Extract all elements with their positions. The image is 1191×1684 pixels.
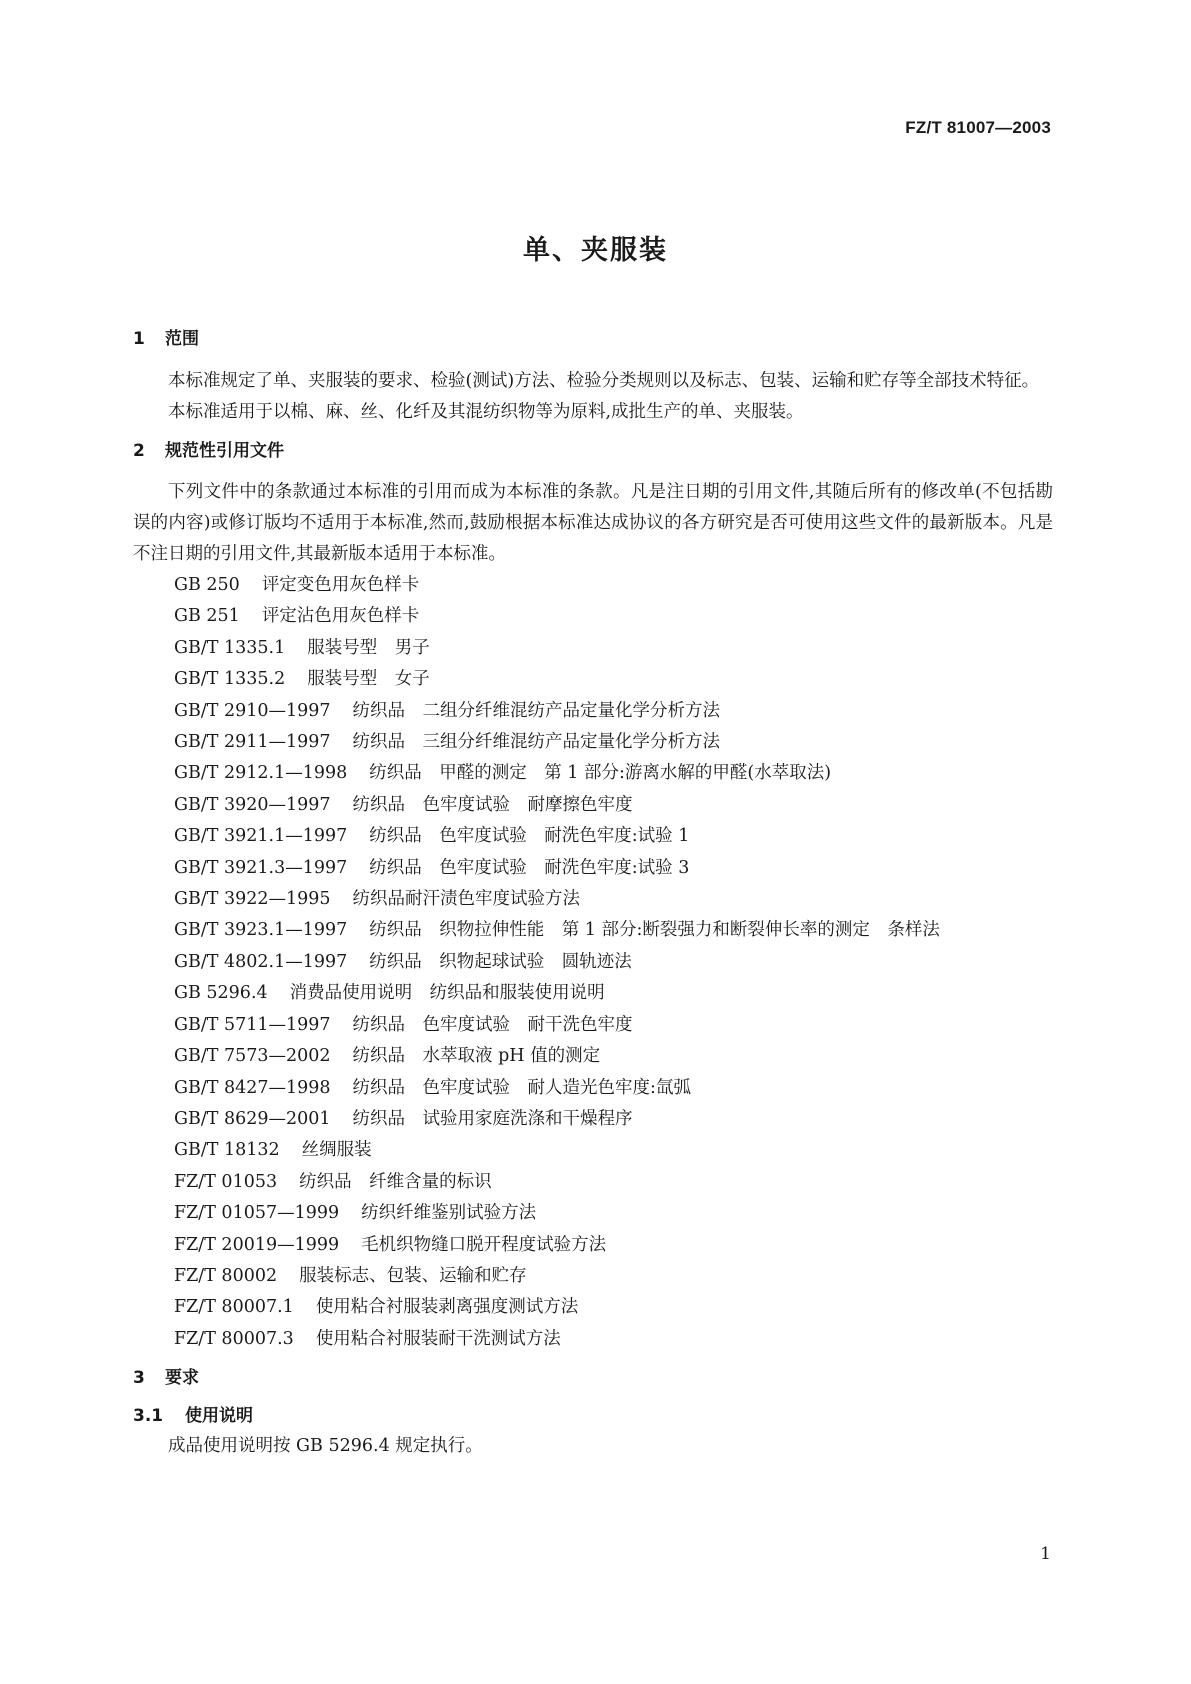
scope-paragraph: 本标准规定了单、夹服装的要求、检验(测试)方法、检验分类规则以及标志、包装、运输和贮存等全部技术特征。 xyxy=(168,371,1040,391)
reference-item xyxy=(133,947,1053,978)
reference-code: GB 5296.4 xyxy=(174,983,268,1004)
scope-paragraph: 本标准适用于以棉、麻、丝、化纤及其混纺织物等为原料,成批生产的单、夹服装。 xyxy=(168,402,804,422)
section-heading-requirements xyxy=(133,1367,1053,1389)
reference-item xyxy=(133,978,1053,1009)
reference-item xyxy=(133,664,1053,695)
reference-title: 纺织品 色牢度试验 耐干洗色牢度 xyxy=(352,1014,633,1035)
document-body xyxy=(133,328,1053,1462)
reference-title: 丝绸服装 xyxy=(301,1140,372,1161)
reference-list xyxy=(133,570,1053,1355)
reference-code: GB/T 2910—1997 xyxy=(174,700,331,721)
section-number: 2 xyxy=(133,441,145,461)
reference-item xyxy=(133,853,1053,884)
reference-item xyxy=(133,727,1053,758)
reference-code: FZ/T 80007.1 xyxy=(174,1297,294,1318)
reference-title: 服装号型 男子 xyxy=(307,637,430,658)
reference-code: GB 250 xyxy=(174,575,240,595)
reference-code: FZ/T 20019—1999 xyxy=(174,1234,340,1255)
reference-item xyxy=(133,1261,1053,1292)
reference-item xyxy=(133,1198,1053,1229)
section-heading-normative-references xyxy=(133,440,1053,462)
reference-code: GB/T 7573—2002 xyxy=(174,1046,331,1067)
section-title: 规范性引用文件 xyxy=(165,441,284,461)
section-heading-scope xyxy=(133,328,1053,350)
reference-title: 纺织品 纤维含量的标识 xyxy=(299,1171,492,1192)
subsection-heading-instructions xyxy=(133,1405,1053,1427)
reference-code: FZ/T 01053 xyxy=(174,1171,278,1192)
reference-item xyxy=(133,821,1053,852)
reference-item xyxy=(133,790,1053,821)
reference-code: FZ/T 80007.3 xyxy=(174,1328,294,1349)
reference-code: GB/T 2911—1997 xyxy=(174,732,331,753)
reference-title: 纺织品 色牢度试验 耐洗色牢度:试验 1 xyxy=(369,826,690,847)
reference-title: 消费品使用说明 纺织品和服装使用说明 xyxy=(289,983,605,1004)
reference-title: 纺织品 甲醛的测定 第 1 部分:游离水解的甲醛(水萃取法) xyxy=(369,763,832,784)
reference-title: 纺织品 试验用家庭洗涤和干燥程序 xyxy=(352,1108,633,1129)
reference-code: GB/T 4802.1—1997 xyxy=(174,951,348,972)
reference-title: 使用粘合衬服装剥离强度测试方法 xyxy=(315,1297,579,1318)
reference-item xyxy=(133,1324,1053,1355)
standard-code: FZ/T 81007—2003 xyxy=(905,118,1051,137)
reference-code: FZ/T 01057—1999 xyxy=(174,1203,340,1224)
reference-item xyxy=(133,1292,1053,1323)
reference-item xyxy=(133,1073,1053,1104)
reference-code: GB/T 8629—2001 xyxy=(174,1108,331,1129)
reference-code: GB 251 xyxy=(174,606,240,627)
reference-item xyxy=(133,1104,1053,1135)
reference-title: 纺织纤维鉴别试验方法 xyxy=(361,1203,537,1224)
reference-code: GB/T 1335.2 xyxy=(174,669,286,690)
section-title: 范围 xyxy=(165,329,199,349)
reference-title: 纺织品 色牢度试验 耐摩擦色牢度 xyxy=(352,794,633,815)
reference-title: 纺织品耐汗渍色牢度试验方法 xyxy=(352,889,581,910)
subsection-title: 使用说明 xyxy=(185,1406,253,1427)
reference-title: 纺织品 三组分纤维混纺产品定量化学分析方法 xyxy=(352,732,721,753)
section-number: 1 xyxy=(133,329,145,349)
reference-item xyxy=(133,696,1053,727)
reference-title: 评定沾色用灰色样卡 xyxy=(261,606,420,627)
reference-code: GB/T 5711—1997 xyxy=(174,1014,331,1035)
reference-code: GB/T 1335.1 xyxy=(174,637,286,658)
reference-code: GB/T 18132 xyxy=(174,1140,280,1161)
reference-code: GB/T 3923.1—1997 xyxy=(174,920,348,941)
reference-item xyxy=(133,1041,1053,1072)
reference-title: 服装号型 女子 xyxy=(307,669,430,690)
reference-title: 毛机织物缝口脱开程度试验方法 xyxy=(361,1234,607,1255)
reference-title: 纺织品 织物起球试验 圆轨迹法 xyxy=(369,951,632,972)
reference-title: 纺织品 水萃取液 pH 值的测定 xyxy=(352,1046,601,1067)
reference-item xyxy=(133,915,1053,946)
reference-title: 纺织品 色牢度试验 耐人造光色牢度:氙弧 xyxy=(352,1077,691,1098)
reference-item xyxy=(133,1230,1053,1261)
reference-title: 纺织品 色牢度试验 耐洗色牢度:试验 3 xyxy=(369,857,690,878)
reference-item xyxy=(133,884,1053,915)
reference-code: GB/T 3921.1—1997 xyxy=(174,826,348,847)
reference-item xyxy=(133,1167,1053,1198)
reference-title: 使用粘合衬服装耐干洗测试方法 xyxy=(315,1328,561,1349)
reference-item xyxy=(133,633,1053,664)
reference-title: 纺织品 织物拉伸性能 第 1 部分:断裂强力和断裂伸长率的测定 条样法 xyxy=(369,920,940,941)
subsection-number: 3.1 xyxy=(133,1406,164,1427)
reference-item xyxy=(133,1010,1053,1041)
reference-item xyxy=(133,601,1053,632)
reference-item xyxy=(133,570,1053,601)
reference-code: GB/T 3922—1995 xyxy=(174,889,331,910)
reference-code: GB/T 3921.3—1997 xyxy=(174,857,348,878)
reference-title: 评定变色用灰色样卡 xyxy=(261,575,420,595)
document-title: 单、夹服装 xyxy=(523,235,668,266)
reference-title: 纺织品 二组分纤维混纺产品定量化学分析方法 xyxy=(352,700,721,721)
reference-title: 服装标志、包装、运输和贮存 xyxy=(299,1265,527,1286)
page-number: 1 xyxy=(1040,1544,1051,1564)
references-intro-paragraph: 下列文件中的条款通过本标准的引用而成为本标准的条款。凡是注日期的引用文件,其随后所有的修改单(不包括勘误的内容)或修订版均不适用于本标准,然而,鼓励根据本标准达成协议的各方研究是否可使用这些文件的最新版本。凡是不注日期的引用文件,其最新版本适用于本标准。 xyxy=(133,482,1053,564)
reference-code: GB/T 8427—1998 xyxy=(174,1077,331,1098)
reference-item xyxy=(133,758,1053,789)
reference-code: GB/T 3920—1997 xyxy=(174,794,331,815)
section-title: 要求 xyxy=(165,1368,199,1389)
reference-code: GB/T 2912.1—1998 xyxy=(174,763,348,784)
section-number: 3 xyxy=(133,1368,145,1389)
reference-item xyxy=(133,1135,1053,1166)
instructions-paragraph: 成品使用说明按 GB 5296.4 规定执行。 xyxy=(168,1436,483,1457)
reference-code: FZ/T 80002 xyxy=(174,1265,278,1286)
